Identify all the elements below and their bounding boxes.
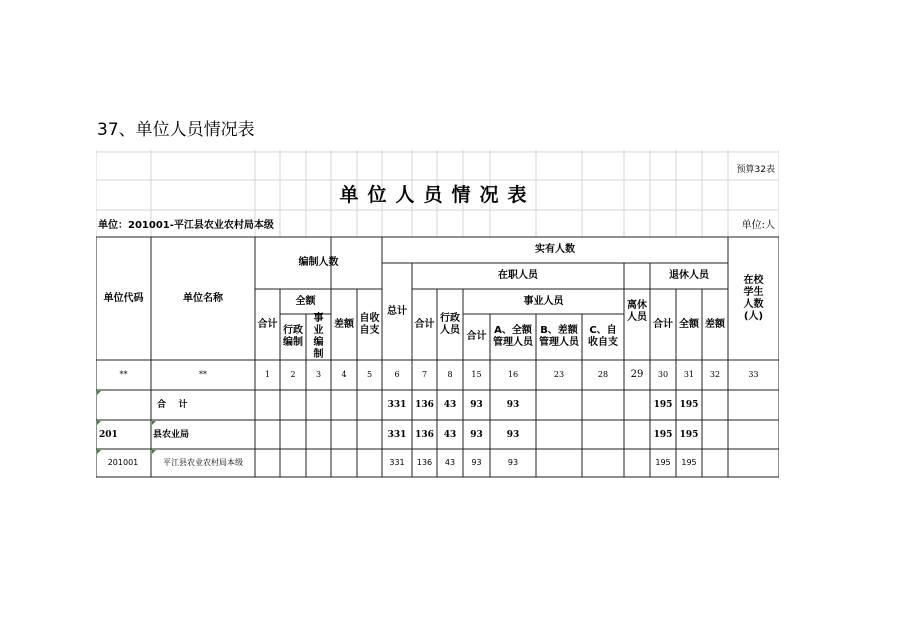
row-value-cell: 93 bbox=[470, 400, 483, 410]
column-number-cell: 15 bbox=[471, 370, 482, 379]
column-number-cell: ** bbox=[119, 370, 128, 379]
row-value-cell bbox=[582, 449, 624, 477]
row-value-cell: 195 bbox=[653, 400, 673, 410]
row-value-cell bbox=[728, 449, 779, 477]
cell-note-marker bbox=[152, 421, 156, 425]
row-value-cell: 93 bbox=[506, 400, 520, 410]
row-value-cell bbox=[306, 449, 331, 477]
page-heading: 37、单位人员情况表 bbox=[97, 120, 255, 140]
row-value-cell bbox=[536, 420, 582, 449]
row-value-cell: 93 bbox=[507, 458, 519, 467]
row-value-cell: 195 bbox=[681, 458, 697, 467]
header-actual: 实有人数 bbox=[535, 244, 575, 255]
header-on-duty: 在职人员 bbox=[498, 270, 538, 281]
row-value-cell: 43 bbox=[444, 458, 456, 467]
row-value-cell bbox=[255, 420, 280, 449]
column-number-cell: 31 bbox=[683, 370, 695, 379]
cell-note-marker bbox=[97, 421, 101, 425]
column-number-cell: 5 bbox=[366, 370, 373, 379]
column-number-cell: 16 bbox=[507, 370, 519, 379]
row-unit-code: 201001 bbox=[107, 458, 139, 467]
table-title: 单位人员情况表 bbox=[339, 184, 536, 206]
header-self-funded: 自收自支 bbox=[359, 312, 380, 336]
column-number-cell: 8 bbox=[447, 370, 453, 379]
measurement-unit: 单位:人 bbox=[741, 220, 775, 231]
row-value-cell bbox=[582, 420, 624, 449]
row-value-cell bbox=[255, 390, 280, 420]
row-value-cell bbox=[624, 420, 650, 449]
row-value-cell: 93 bbox=[506, 429, 520, 440]
cell-note-marker bbox=[97, 391, 101, 395]
header-unit-code: 单位代码 bbox=[103, 292, 144, 304]
column-number-cell: 29 bbox=[630, 369, 644, 380]
row-value-cell: 136 bbox=[416, 458, 433, 467]
row-value-cell: 43 bbox=[443, 400, 457, 410]
row-value-cell: 195 bbox=[679, 429, 699, 440]
column-number-cell: 1 bbox=[264, 370, 271, 379]
row-unit-name: 平江县农业农村局本级 bbox=[163, 458, 243, 467]
row-value-cell bbox=[357, 420, 382, 449]
row-unit-name: 县农业局 bbox=[153, 429, 190, 440]
column-number-cell: 7 bbox=[421, 370, 428, 379]
budget-form-number: 预算32表 bbox=[736, 165, 775, 175]
header-unit-name: 单位名称 bbox=[183, 292, 223, 304]
row-value-cell bbox=[702, 390, 728, 420]
header-public-staffing: 事业编制 bbox=[313, 313, 324, 360]
row-value-cell bbox=[306, 390, 331, 420]
header-full-amount: 全额 bbox=[295, 295, 316, 307]
column-number-cell: 2 bbox=[290, 370, 296, 379]
budget-table-sheet bbox=[96, 150, 779, 482]
row-value-cell bbox=[536, 449, 582, 477]
column-number-cell: 30 bbox=[657, 370, 669, 379]
cell-note-marker bbox=[97, 450, 101, 454]
header-b-diff: B、差额管理人员 bbox=[539, 325, 579, 348]
row-value-cell bbox=[624, 390, 650, 420]
row-value-cell: 93 bbox=[470, 429, 483, 440]
header-retired-full: 全额 bbox=[679, 318, 699, 330]
header-public-total: 合计 bbox=[466, 331, 487, 342]
header-staffing-total: 合计 bbox=[257, 318, 278, 330]
reporting-unit: 单位：201001-平江县农业农村局本级 bbox=[98, 220, 274, 231]
row-value-cell: 195 bbox=[655, 458, 671, 467]
row-value-cell: 195 bbox=[653, 429, 673, 440]
row-unit-name: 合 计 bbox=[157, 400, 188, 410]
column-number-cell: 23 bbox=[553, 370, 565, 379]
row-value-cell bbox=[357, 390, 382, 420]
row-value-cell bbox=[331, 449, 357, 477]
column-number-cell: 3 bbox=[315, 370, 322, 379]
row-value-cell: 331 bbox=[387, 429, 407, 440]
header-retired-away: 离休人员 bbox=[627, 299, 647, 323]
header-a-full: A、全额管理人员 bbox=[493, 325, 533, 348]
cell-note-marker bbox=[152, 450, 156, 454]
header-public-staff: 事业人员 bbox=[523, 295, 564, 307]
row-value-cell bbox=[255, 449, 280, 477]
header-students: 在校学生人数(人) bbox=[743, 274, 764, 322]
row-value-cell bbox=[536, 390, 582, 420]
header-grand-total: 总计 bbox=[387, 305, 407, 317]
header-admin-staffing: 行政编制 bbox=[283, 325, 303, 348]
header-retired-total: 合计 bbox=[653, 318, 673, 330]
row-value-cell: 43 bbox=[443, 429, 457, 440]
header-staffing: 编制人数 bbox=[298, 257, 339, 268]
column-number-cell: 4 bbox=[341, 370, 347, 379]
row-value-cell bbox=[280, 420, 306, 449]
row-value-cell bbox=[280, 390, 306, 420]
row-value-cell bbox=[306, 420, 331, 449]
row-value-cell bbox=[702, 449, 728, 477]
row-value-cell: 195 bbox=[679, 400, 699, 410]
row-value-cell bbox=[728, 390, 779, 420]
row-value-cell bbox=[331, 390, 357, 420]
row-value-cell bbox=[331, 420, 357, 449]
row-value-cell: 136 bbox=[415, 400, 434, 410]
row-value-cell bbox=[728, 420, 779, 449]
row-value-cell bbox=[357, 449, 382, 477]
row-value-cell: 331 bbox=[389, 458, 405, 467]
row-value-cell: 331 bbox=[387, 400, 407, 410]
column-number-cell: ** bbox=[199, 370, 207, 379]
row-value-cell bbox=[624, 449, 650, 477]
column-number-cell: 6 bbox=[394, 370, 400, 379]
row-unit-code: 201 bbox=[99, 429, 118, 440]
header-admin-staff: 行政人员 bbox=[440, 312, 460, 336]
row-value-cell: 136 bbox=[415, 429, 434, 440]
row-value-cell: 93 bbox=[471, 458, 482, 467]
row-value-cell bbox=[280, 449, 306, 477]
row-value-cell bbox=[582, 390, 624, 420]
row-value-cell bbox=[702, 420, 728, 449]
header-retired-diff: 差额 bbox=[705, 318, 725, 330]
row-unit-code bbox=[96, 390, 151, 420]
column-number-cell: 28 bbox=[597, 370, 609, 379]
column-number-cell: 33 bbox=[748, 370, 759, 379]
header-c-self: C、自收自支 bbox=[588, 325, 618, 348]
column-number-cell: 32 bbox=[709, 370, 721, 379]
header-diff-amount: 差额 bbox=[334, 318, 354, 330]
header-retired: 退休人员 bbox=[669, 270, 709, 281]
header-on-duty-total: 合计 bbox=[414, 318, 435, 330]
